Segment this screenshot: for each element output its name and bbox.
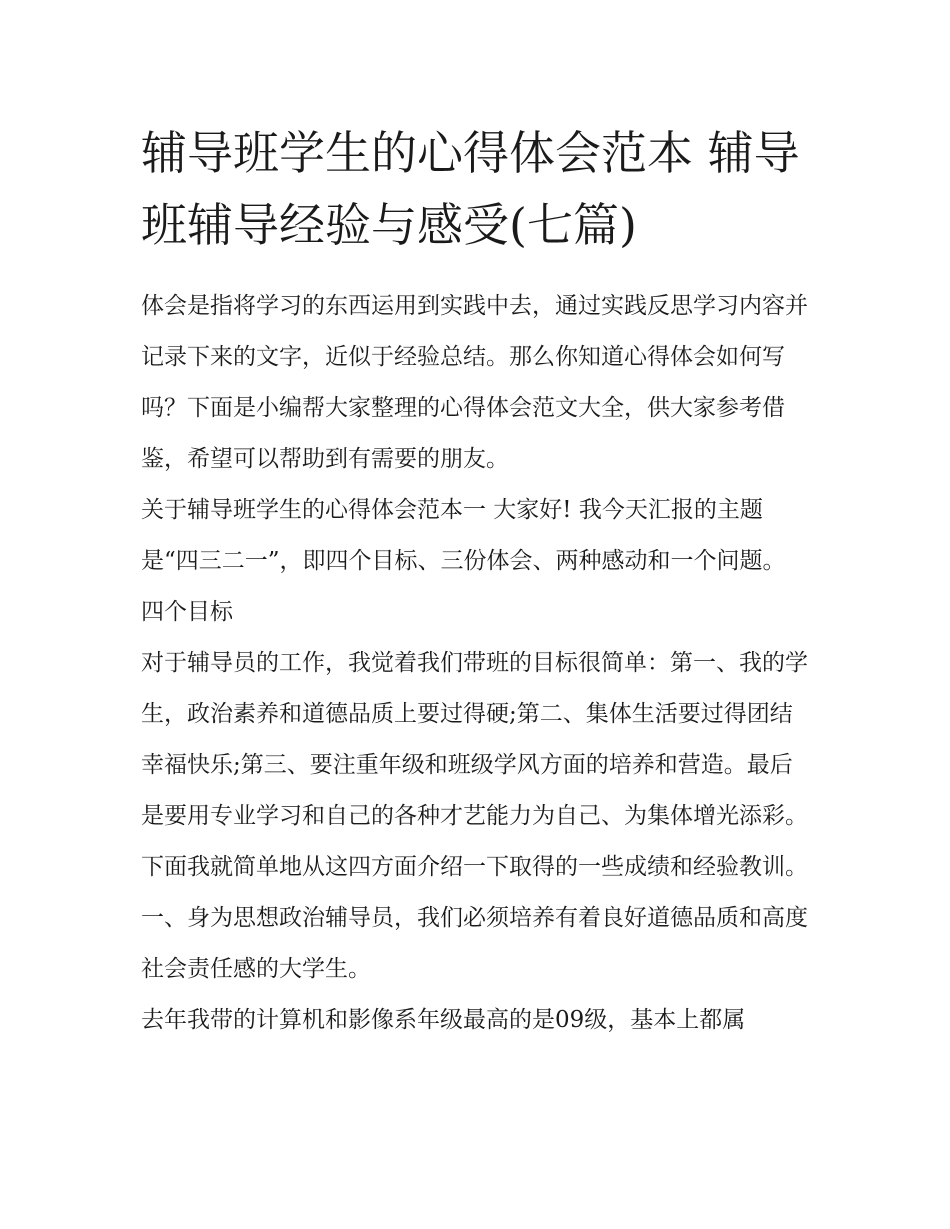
- paragraph-opening: 关于辅导班学生的心得体会范本一 大家好! 我今天汇报的主题是“四三二一”，即四个目标、三份体会、两种感动和一个问题。 四个目标: [141, 497, 786, 625]
- document-body: [141, 281, 813, 1046]
- paragraph-last-year: 去年我带的计算机和影像系年级最高的是09级，基本上都属: [141, 1007, 746, 1033]
- paragraph-section-one: 一、身为思想政治辅导员，我们必须培养有着良好道德品质和高度社会责任感的大学生。: [141, 905, 808, 982]
- document-page: [141, 0, 813, 1229]
- document-title: 辅导班学生的心得体会范本 辅导班辅导经验与感受(七篇): [141, 126, 800, 252]
- paragraph-intro: 体会是指将学习的东西运用到实践中去，通过实践反思学习内容并记录下来的文字，近似于经验总结。那么你知道心得体会如何写吗？下面是小编帮大家整理的心得体会范文大全，供大家参考借鉴，希望可以帮助到有需要的朋友。: [141, 293, 808, 472]
- paragraph-goals: 对于辅导员的工作，我觉着我们带班的目标很简单：第一、我的学生，政治素养和道德品质上要过得硬;第二、集体生活要过得团结幸福快乐;第三、要注重年级和班级学风方面的培养和营造。最后是要用专业学习和自己的各种才艺能力为自己、为集体增光添彩。下面我就简单地从这四方面介绍一下取得的一些成绩和经验教训。: [141, 650, 808, 880]
